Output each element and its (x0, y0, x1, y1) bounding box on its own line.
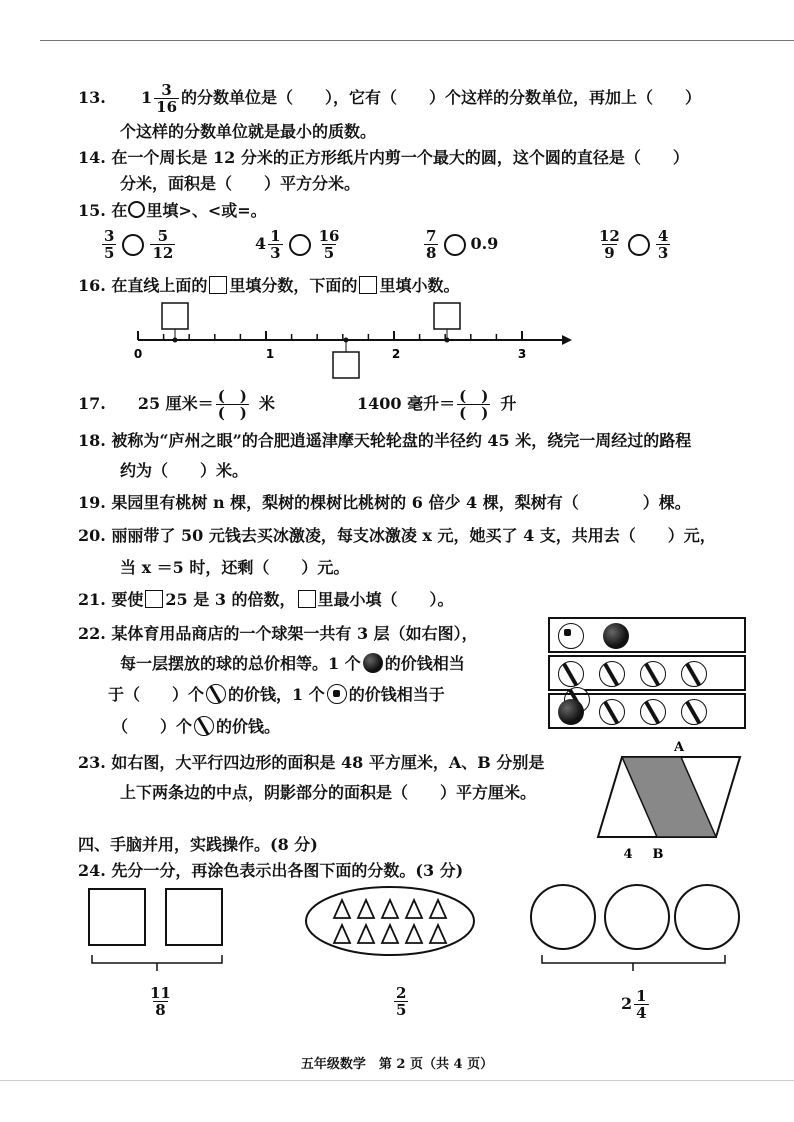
square-1[interactable] (89, 889, 145, 945)
triangle[interactable] (430, 900, 446, 918)
mixed-number-fraction: $\frac{3}{16}$ (156, 81, 178, 116)
bottom-rule (0, 1080, 794, 1081)
section-4-title: 四、手脑并用，实践操作。(8 分) (78, 835, 318, 854)
question-14-line1: 14. 在一个周长是 12 分米的正方形纸片内剪一个最大的圆，这个圆的直径是（ ） (78, 148, 689, 167)
mixed-number-whole: 1 (141, 88, 153, 107)
circle-1[interactable] (531, 885, 595, 949)
question-19: 19. 果园里有桃树 n 棵，梨树的棵树比桃树的 6 倍少 4 棵，梨树有（ ）棵。 (78, 493, 691, 512)
tick-label-1: 1 (265, 347, 275, 361)
triangle[interactable] (358, 925, 374, 943)
question-22-line4: （ ）个 的价钱。 (112, 717, 281, 736)
question-13-text: 的分数单位是（ ），它有（ ）个这样的分数单位，再加上（ ） (181, 88, 702, 107)
question-22-line1: 22. 某体育用品商店的一个球架一共有 3 层（如右图）， (78, 624, 478, 643)
fraction-label-3: 2 $\frac{1}{4}$ (621, 987, 647, 1022)
triangle[interactable] (358, 900, 374, 918)
question-24: 24. 先分一分，再涂色表示出各图下面的分数。(3 分) (78, 861, 464, 880)
question-23-line1: 23. 如右图，大平行四边形的面积是 48 平方厘米，A、B 分别是 (78, 753, 545, 772)
triangle[interactable] (430, 925, 446, 943)
question-13-line2: 个这样的分数单位就是最小的质数。 (120, 122, 377, 141)
question-20-line1: 20. 丽丽带了 50 元钱去买冰激凌，每支冰激凌 x 元，她买了 4 支，共用去（ ）元， (78, 526, 716, 545)
label-b: B (652, 847, 664, 862)
fraction-label-2: $\frac{2}{5}$ (396, 984, 407, 1019)
square-2[interactable] (166, 889, 222, 945)
question-18-line2: 约为（ ）米。 (120, 461, 249, 480)
fraction-blank[interactable]: $\frac{( )}{( )}$ (459, 387, 489, 422)
question-number: 13. (78, 88, 106, 107)
compare-item-2: 4 $\frac{1}{3}$ $\frac{16}{5}$ (255, 227, 340, 262)
fraction-blank[interactable]: $\frac{( )}{( )}$ (217, 387, 247, 422)
question-14-line2: 分米，面积是（ ）平方分米。 (120, 174, 361, 193)
question-21: 21. 要使 25 是 3 的倍数， 里最小填（ ）。 (78, 590, 454, 609)
question-15-title: 15. 在 里填>、<或=。 (78, 201, 267, 220)
question-22-line2: 每一层摆放的球的总价相等。1 个 的价钱相当 (120, 654, 465, 673)
label-a: A (673, 740, 685, 755)
triangle[interactable] (334, 925, 350, 943)
compare-item-3: $\frac{7}{8}$ 0.9 (426, 227, 499, 262)
compare-item-4: $\frac{12}{9}$ $\frac{4}{3}$ (599, 227, 669, 262)
label-4: 4 (623, 847, 633, 862)
triangle[interactable] (334, 900, 350, 918)
question-16-title: 16. 在直线上面的 里填分数，下面的 里填小数。 (78, 276, 460, 295)
triangle[interactable] (406, 925, 422, 943)
question-22-line3: 于（ ）个 的价钱，1 个 的价钱相当于 (108, 685, 445, 704)
page-footer: 五年级数学 第 2 页（共 4 页） (300, 1057, 494, 1072)
fraction-label-1: $\frac{11}{8}$ (150, 984, 171, 1019)
compare-item-1: $\frac{3}{5}$ $\frac{5}{12}$ (104, 227, 174, 262)
triangle-group (334, 900, 446, 943)
triangle[interactable] (382, 900, 398, 918)
oval (306, 887, 474, 955)
brace-1 (92, 955, 222, 971)
circle-2[interactable] (605, 885, 669, 949)
tick-label-0: 0 (133, 347, 143, 361)
question-18-line1: 18. 被称为“庐州之眼”的合肥逍遥津摩天轮轮盘的半径约 45 米，绕完一周经过的路程 (78, 431, 692, 450)
circle-3[interactable] (675, 885, 739, 949)
question-17: 17. 25 厘米＝ $\frac{( )}{( )}$ 米 (78, 387, 275, 422)
triangle[interactable] (406, 900, 422, 918)
tick-label-3: 3 (517, 347, 527, 361)
brace-3 (542, 955, 725, 971)
triangle[interactable] (382, 925, 398, 943)
question-20-line2: 当 x ＝5 时，还剩（ ）元。 (120, 558, 350, 577)
tick-label-2: 2 (391, 347, 401, 361)
question-17b: 1400 毫升＝ $\frac{( )}{( )}$ 升 (357, 387, 517, 422)
question-23-line2: 上下两条边的中点，阴影部分的面积是（ ）平方厘米。 (120, 783, 537, 802)
